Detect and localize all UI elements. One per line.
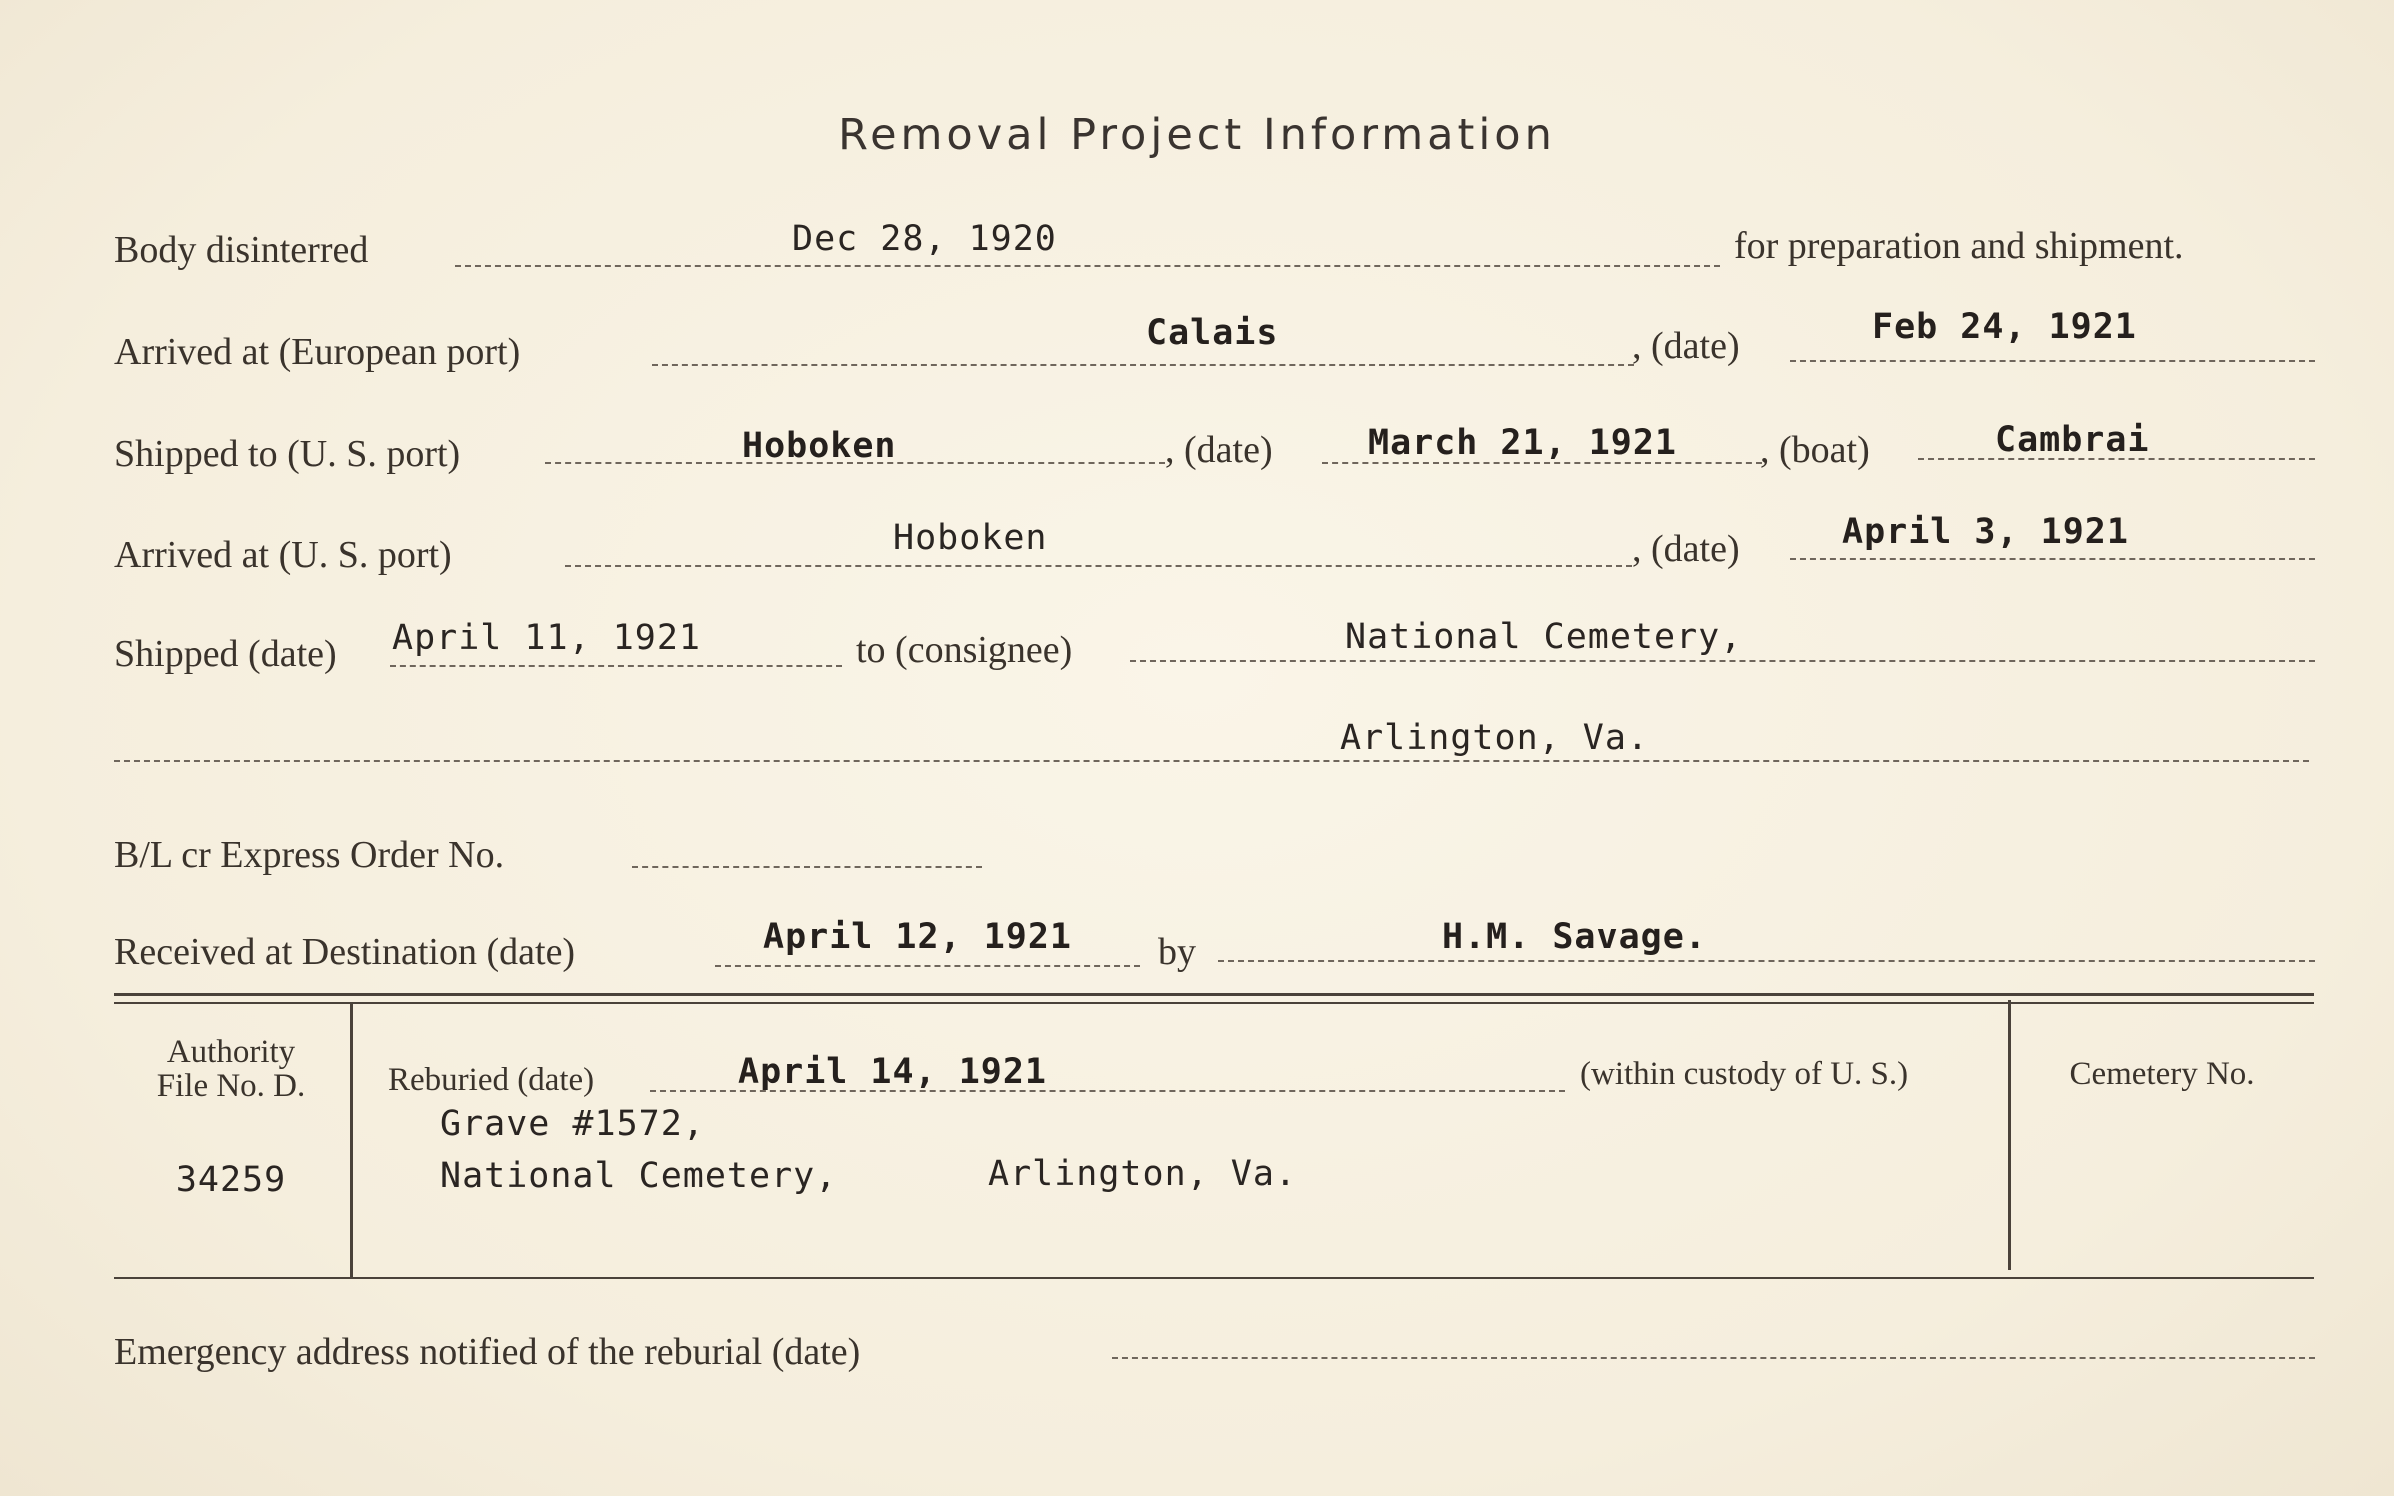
disinterred-date: Dec 28, 1920 [792,219,1057,259]
received-by: H.M. Savage. [1442,917,1707,957]
arrived-europe-date-line [1790,360,2315,362]
divider-double-top [114,993,2314,996]
received-date-line [715,965,1140,967]
arrived-europe-date: Feb 24, 1921 [1872,307,2137,347]
bl-label: B/L cr Express Order No. [114,834,505,876]
consignee-line-2: Arlington, Va. [1340,718,1650,758]
emergency-label: Emergency address notified of the reburial (date) [114,1331,861,1373]
consignee-label: to (consignee) [856,629,1073,671]
custody-label: (within custody of U. S.) [1580,1056,1909,1092]
shipped-us-label: Shipped to (U. S. port) [114,433,461,475]
disinterred-suffix: for preparation and shipment. [1734,225,2184,267]
arrived-us-port: Hoboken [893,518,1048,558]
arrived-us-line [565,565,1632,567]
arrived-europe-line [652,364,1634,366]
arrived-us-label: Arrived at (U. S. port) [114,534,452,576]
emergency-line [1112,1357,2315,1359]
card-title: Removal Project Information [838,110,1556,160]
authority-column-rule [350,1004,353,1279]
shipped-label: Shipped (date) [114,633,337,675]
shipped-us-boat-label: , (boat) [1760,429,1870,471]
received-by-label: by [1158,931,1196,973]
lower-section-bottom-rule [114,1277,2314,1279]
arrived-us-date-line [1790,558,2315,560]
shipped-date-line [390,665,842,667]
authority-label-1: Authority [166,1034,296,1070]
arrived-europe-label: Arrived at (European port) [114,331,521,373]
disinterred-label: Body disinterred [114,229,369,271]
shipped-date: April 11, 1921 [392,618,702,658]
shipped-us-date: March 21, 1921 [1368,423,1678,463]
arrived-us-date: April 3, 1921 [1842,512,2129,552]
received-label: Received at Destination (date) [114,931,576,973]
consignee-line-1: National Cemetery, [1345,617,1743,657]
authority-label-2: File No. D. [156,1068,306,1104]
bl-line [632,866,982,868]
consignee-line-2-rule [114,760,2309,762]
grave-line-1: Grave #1572, [440,1104,705,1144]
reburied-date: April 14, 1921 [738,1052,1048,1092]
shipped-us-boat: Cambrai [1995,420,2150,460]
grave-line-2-location: Arlington, Va. [988,1154,1298,1194]
received-by-line [1218,960,2315,962]
cemetery-no-label: Cemetery No. [2069,1056,2255,1092]
authority-file-no: 34259 [175,1160,287,1200]
arrived-us-date-label: , (date) [1632,528,1740,570]
shipped-us-date-label: , (date) [1165,429,1273,471]
arrived-europe-port: Calais [1146,313,1279,353]
received-date: April 12, 1921 [763,917,1073,957]
disinterred-line [455,265,1720,267]
grave-line-2-cemetery: National Cemetery, [440,1156,838,1196]
arrived-europe-date-label: , (date) [1632,325,1740,367]
consignee-line [1130,660,2315,662]
reburied-label: Reburied (date) [388,1062,595,1098]
divider-double-bottom [114,1002,2314,1004]
shipped-us-port: Hoboken [742,426,897,466]
cemetery-column-rule [2008,1000,2011,1270]
